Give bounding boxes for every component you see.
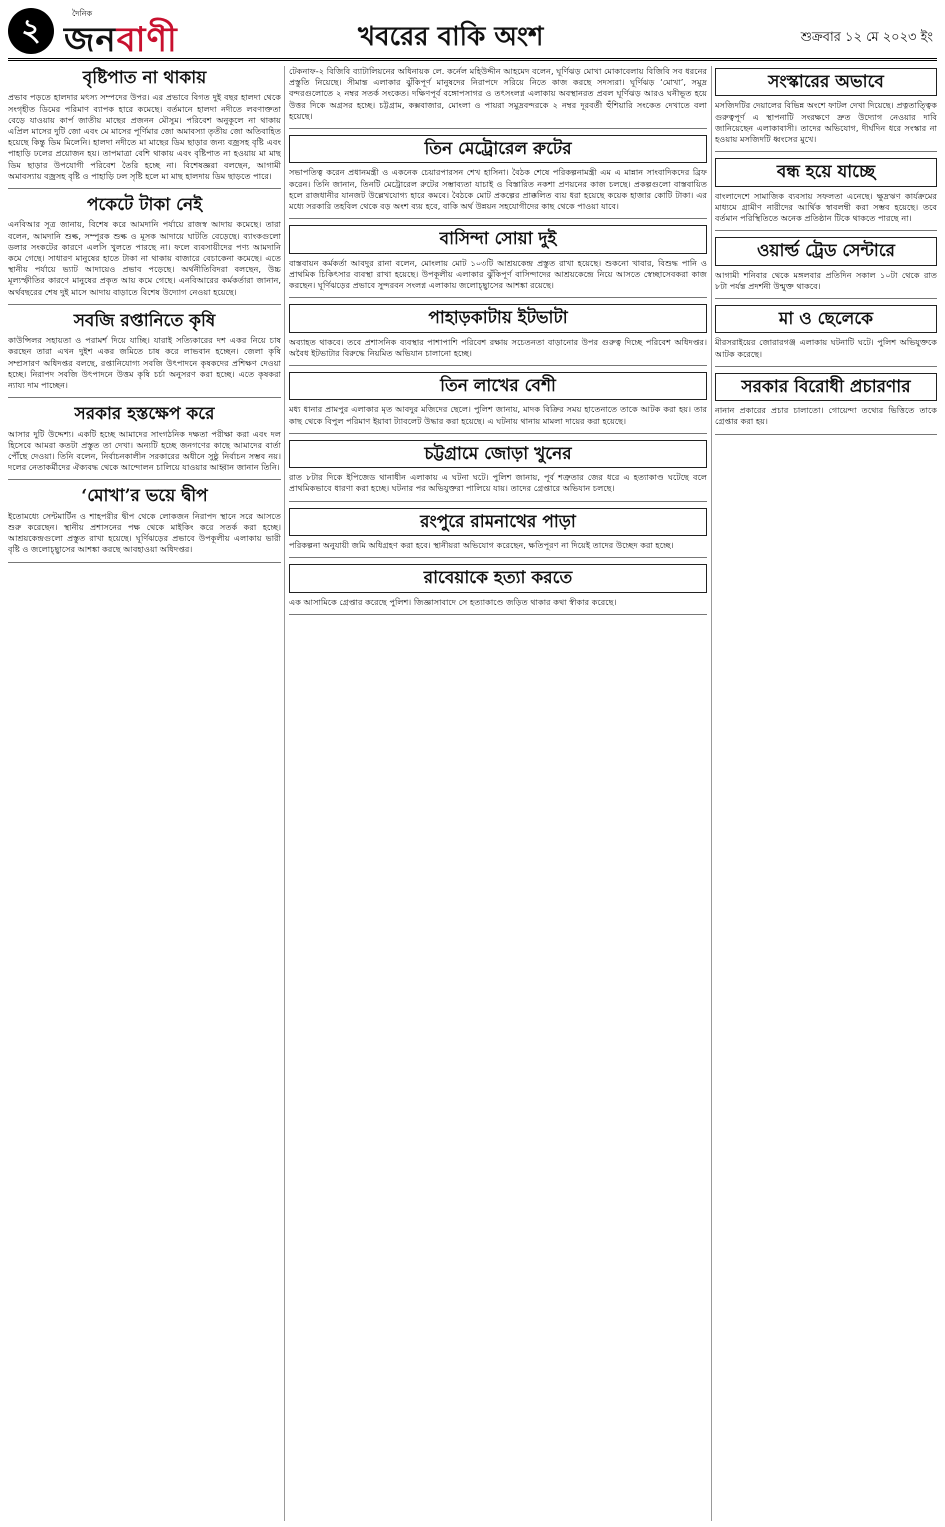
story-headline: বাসিন্দা সোয়া দুই: [289, 225, 707, 253]
news-story: [715, 68, 937, 145]
story-body: রাত ৮টার দিকে ইপিজেড থানাধীন এলাকায় এ ঘটনা ঘটে। পুলিশ জানায়, পূর্ব শত্রুতার জের ধরে এ হত্যাকাণ্ড ঘটেছে বলে প্রাথমিকভাবে ধারণা করা হচ্ছে। ঘটনার পর অভিযুক্তরা পালিয়ে যায়। তাদের গ্রেপ্তারে অভিযান চলছে।: [289, 472, 707, 494]
news-story: [8, 195, 281, 298]
story-body: ইতোমধ্যে সেন্টমার্টিন ও শাহপরীর দ্বীপ থেকে লোকজন নিরাপদ স্থানে সরে আসতে শুরু করেছেন। স্থানীয় প্রশাসনের পক্ষ থেকে মাইকিং করে সতর্ক করা হচ্ছে। আশ্রয়কেন্দ্রগুলো প্রস্তুত রাখা হয়েছে। ঘূর্ণিঝড়ের প্রভাবে উপকূলীয় এলাকায় ভারী বৃষ্টি ও জলোচ্ছ্বাসের আশঙ্কা করছে আবহাওয়া অধিদপ্তর।: [8, 510, 281, 555]
story-divider: [715, 230, 937, 231]
story-headline: সবজি রপ্তানিতে কৃষি: [73, 310, 216, 331]
story-body: বাস্তবায়ন কর্মকর্তা আবদুর রানা বলেন, মোংলায় মোট ১০৩টি আশ্রয়কেন্দ্র প্রস্তুত রাখা হয়েছে। শুকনো খাবার, বিশুদ্ধ পানি ও প্রাথমিক চিকিৎসার ব্যবস্থা রাখা হয়েছে। উপকূলীয় এলাকার ঝুঁকিপূর্ণ বাসিন্দাদের আশ্রয়কেন্দ্রে নিয়ে আসতে স্বেচ্ছাসেবকরা কাজ করছেন। ঘূর্ণিঝড়ের প্রভাবে সুন্দরবন সংলগ্ন এলাকায় জলোচ্ছ্বাসের আশঙ্কা রয়েছে।: [289, 257, 707, 291]
story-headline: তিন লাখের বেশী: [289, 372, 707, 400]
dateline: শুক্রবার ১২ মে ২০২৩ ইং: [800, 30, 933, 45]
news-story: [289, 372, 707, 427]
story-body: মীরসরাইয়ের জোরারগঞ্জ এলাকায় ঘটনাটি ঘটে। পুলিশ অভিযুক্তকে আটক করেছে।: [715, 337, 937, 359]
story-body: প্রভাব পড়তে হালদার মৎস্য সম্পদের উপর। এর প্রভাবে বিগত দুই বছর হালদা থেকে সংগৃহীত ডিমের পরিমাণ ব্যাপক হারে কমেছে। বর্তমানে হালদা নদীতে লবণাক্ততা বেড়ে যাওয়ায় কার্প জাতীয় মাছের প্রজনন মৌসুম। পরিবেশ অনুকূলে না থাকায় এপ্রিল মাসের দুটি জো এবং মে মাসের পূর্ণিমার জো অমাবস্যা তৃতীয় জো অতিবাহিত হয়েছে কিন্তু ডিম মিলেনি। হালদা নদীতে মা মাছের ডিম ছাড়ার জন্য বজ্রসহ বৃষ্টি এবং পাহাড়ি ঢলের প্রয়োজন হয়। তাপমাত্রা বেশি থাকায় এবং বৃষ্টিপাত না হওয়ায় মা মাছ ডিম ছাড়ার উপযোগী পরিবেশ তৈরি হচ্ছে না। বিশেষজ্ঞরা বলছেন, আগামী অমাবস্যায় বজ্রসহ বৃষ্টি ও পাহাড়ি ঢল সৃষ্টি হলে মা মাছ হালদায় ডিম ছাড়তে পারে।: [8, 92, 281, 181]
column-middle: [289, 66, 707, 1521]
news-story: [715, 373, 937, 428]
news-story: [8, 486, 281, 555]
story-divider: [289, 433, 707, 434]
story-divider: [8, 479, 281, 480]
story-divider: [289, 218, 707, 219]
story-body: এক আসামিকে গ্রেপ্তার করেছে পুলিশ। জিজ্ঞাসাবাদে সে হত্যাকাণ্ডে জড়িত থাকার কথা স্বীকার করেছে।: [289, 596, 617, 607]
story-divider: [8, 188, 281, 189]
story-body: আসার দুটি উদ্দেশ্য। একটি হচ্ছে আমাদের সাংগঠনিক দক্ষতা পরীক্ষা করা এবং দল হিসেবে আমরা কতটা প্রস্তুত তা দেখা। অন্যটি হচ্ছে জনগণের কাছে আমাদের বার্তা পৌঁছে দেওয়া। তিনি বলেন, নির্বাচনকালীন সরকারের অধীনে সুষ্ঠু নির্বাচন সম্ভব নয়। দলের নেতাকর্মীদের ঐক্যবদ্ধ থেকে আন্দোলন চালিয়ে যাওয়ার আহ্বান জানান তিনি।: [8, 428, 281, 473]
news-story: [8, 311, 281, 391]
story-divider: [715, 298, 937, 299]
news-story: [715, 305, 937, 360]
story-headline: সরকার হস্তক্ষেপ করে: [74, 404, 215, 425]
news-story: [289, 304, 707, 359]
story-headline: মা ও ছেলেকে: [715, 305, 937, 333]
story-divider: [715, 151, 937, 152]
news-story: [289, 508, 707, 552]
news-story: [289, 135, 707, 212]
story-divider: [289, 557, 707, 558]
story-headline: ওয়ার্ল্ড ট্রেড সেন্টারে: [715, 237, 937, 265]
story-divider: [289, 501, 707, 502]
story-body: কাউন্সিলর সহায়তা ও পরামর্শ দিয়ে যাচ্ছি। যারাই সত্যিকারের দশ একর নিয়ে চাষ করছেন তারা এখন দুইশ একর জমিতে চাষ করে লাভবান হচ্ছেন। জেলা কৃষি সম্প্রসারণ অধিদপ্তর বলছে, রপ্তানিযোগ্য সবজি উৎপাদনে কৃষকদের প্রশিক্ষণ দেওয়া হচ্ছে। নিরাপদ সবজি উৎপাদনে উত্তম কৃষি চর্চা অনুসরণ করা হচ্ছে। এতে কৃষকরা ন্যায্য দাম পাচ্ছেন।: [8, 335, 281, 391]
news-story: [715, 158, 937, 224]
section-title: খবরের বাকি অংশ: [358, 22, 544, 52]
story-headline: ‘মোখা’র ভয়ে দ্বীপ: [81, 486, 208, 507]
story-headline: পকেটে টাকা নেই: [86, 195, 203, 216]
story-headline: পাহাড়কাটায় ইটভাটা: [289, 304, 707, 332]
column-left: [8, 66, 281, 1521]
story-headline: চট্টগ্রামে জোড়া খুনের: [289, 440, 707, 468]
story-body: এনবিআর সূত্র জানায়, বিশেষ করে আমদানি পর্যায়ে রাজস্ব আদায় কমেছে। তারা বলেন, আমদানি শুল্ক, সম্পূরক শুল্ক ও মূসক আদায়ে ঘাটতি বেড়েছে। ব্যাংকগুলো ডলার সংকটের কারণে এলসি খুলতে পারছে না। ফলে ব্যবসায়ীদের পণ্য আমদানি কমে গেছে। সাধারণ মানুষের হাতে টাকা না থাকায় বাজারে বেচাকেনা কমেছে। এতে স্থানীয় পর্যায়ে ভ্যাট আদায়েও প্রভাব পড়েছে। অর্থনীতিবিদরা বলছেন, উচ্চ মূল্যস্ফীতির কারণে মানুষের প্রকৃত আয় কমে গেছে। এনবিআরের কর্মকর্তারা জানান, অর্থবছরের শেষ দুই মাসে আদায় বাড়াতে বিশেষ উদ্যোগ নেওয়া হয়েছে।: [8, 219, 281, 297]
story-headline: রংপুরে রামনাথের পাড়া: [289, 508, 707, 536]
story-body: মসজিদটির দেয়ালের বিভিন্ন অংশে ফাটল দেখা দিয়েছে। প্রত্নতাত্ত্বিক গুরুত্বপূর্ণ এ স্থাপনাটি সংরক্ষণে দ্রুত উদ্যোগ নেওয়ার দাবি জানিয়েছেন এলাকাবাসী। তাদের অভিযোগ, দীর্ঘদিন ধরে সংস্কার না হওয়ায় মসজিদটি ধ্বংসের মুখে।: [715, 100, 937, 144]
story-divider: [289, 128, 707, 129]
story-body: অব্যাহত থাকবে। তবে প্রশাসনিক ব্যবস্থার পাশাপাশি পরিবেশ রক্ষায় সচেতনতা বাড়ানোর উপর গুরুত্ব দিচ্ছে পরিবেশ অধিদপ্তর। অবৈধ ইটভাটার বিরুদ্ধে নিয়মিত অভিযান চালানো হচ্ছে।: [289, 336, 707, 358]
story-body: পরিকল্পনা অনুযায়ী জমি অধিগ্রহণ করা হবে। স্থানীয়রা অভিযোগ করেছেন, ক্ষতিপূরণ না দিয়েই তাদের উচ্ছেদ করা হচ্ছে।: [289, 540, 674, 550]
news-story: [289, 225, 707, 291]
story-divider: [289, 614, 707, 615]
story-body: টেকনাফ-২ বিজিবি ব্যাটালিয়নের অধিনায়ক লে. কর্নেল মহিউদ্দীন আহমেদ বলেন, ঘূর্ণিঝড় মোখা মোকাবেলায় বিজিবি সব ধরনের প্রস্তুতি নিয়েছে। সীমান্ত এলাকার ঝুঁকিপূর্ণ মানুষদের নিরাপদে সরিয়ে নিতে কাজ করছে সদস্যরা। ঘূর্ণিঝড় ‘মোখা’, সমুদ্র বন্দরগুলোতে ২ নম্বর সতর্ক সংকেত। দক্ষিণপূর্ব বঙ্গোপসাগর ও তৎসংলগ্ন এলাকায় অবস্থানরত প্রবল ঘূর্ণিঝড় আরও ঘনীভূত হয়ে উত্তর দিকে অগ্রসর হচ্ছে। চট্টগ্রাম, কক্সবাজার, মোংলা ও পায়রা সমুদ্রবন্দরকে ২ নম্বর দূরবর্তী হুঁশিয়ারি সংকেত দেখাতে বলা হয়েছে।: [289, 66, 707, 121]
story-body: মধ্য ধানার প্রামপুর এলাকার মৃত আবদুর মজিদের ছেলে। পুলিশ জানায়, মাদক বিক্রির সময় হাতেনাতে তাকে আটক করা হয়। তার কাছ থেকে বিপুল পরিমাণ ইয়াবা ট্যাবলেট উদ্ধার করা হয়েছে। এ ঘটনায় থানায় মামলা দায়ের করা হয়েছে।: [289, 404, 707, 426]
story-headline: তিন মেট্রোরেল রুটের: [289, 135, 707, 163]
story-divider: [715, 434, 937, 435]
story-body: সভাপতিত্ব করেন প্রধানমন্ত্রী ও একনেক চেয়ারপারসন শেখ হাসিনা। বৈঠক শেষে পরিকল্পনামন্ত্রী এম এ মান্নান সাংবাদিকদের ব্রিফ করেন। তিনি জানান, তিনটি মেট্রোরেল রুটের সম্ভাব্যতা যাচাই ও বিস্তারিত নকশা প্রণয়নের কাজ চলছে। প্রকল্পগুলো বাস্তবায়িত হলে রাজধানীর যানজট উল্লেখযোগ্য হারে কমবে। বৈঠকে মোট প্রকল্পের প্রাক্কলিত ব্যয় ধরা হয়েছে কয়েক হাজার কোটি টাকা। এর মধ্যে সরকারি তহবিল থেকে বড় অংশ ব্যয় হবে, বাকি অর্থ উন্নয়ন সহযোগীদের কাছ থেকে পাওয়া যাবে।: [289, 167, 707, 212]
story-headline: সরকার বিরোধী প্রচারণার: [715, 373, 937, 401]
story-headline: বন্ধ হয়ে যাচ্ছে: [715, 158, 937, 186]
story-divider: [289, 297, 707, 298]
story-divider: [289, 365, 707, 366]
brand-part1: জন: [64, 20, 117, 60]
news-story: [8, 404, 281, 473]
story-headline: রাবেয়াকে হত্যা করতে: [289, 564, 707, 592]
story-headline: সংস্কারের অভাবে: [715, 68, 937, 96]
story-divider: [8, 397, 281, 398]
column-divider: [711, 66, 712, 1521]
story-body: আগামী শনিবার থেকে মঙ্গলবার প্রতিদিন সকাল ১০টা থেকে রাত ৮টা পর্যন্ত প্রদর্শনী উন্মুক্ত থাকবে।: [715, 269, 937, 291]
news-story: [289, 66, 707, 122]
news-story: [289, 440, 707, 495]
brand-tagline: দৈনিক: [72, 9, 93, 18]
story-divider: [8, 304, 281, 305]
story-divider: [715, 366, 937, 367]
news-story: [715, 237, 937, 292]
brand-logo: [64, 14, 178, 71]
story-body: নানান প্রকারের প্রচার চালাতো। গোয়েন্দা তথ্যের ভিত্তিতে তাকে গ্রেপ্তার করা হয়।: [715, 405, 937, 427]
page-number: ২: [8, 8, 54, 54]
column-right: [715, 66, 937, 1521]
masthead: [8, 6, 937, 61]
column-divider: [284, 66, 285, 1521]
news-story: [289, 564, 707, 608]
story-divider: [8, 562, 281, 563]
news-story: [8, 68, 281, 182]
brand-part2: বাণী: [116, 20, 178, 60]
story-headline: বৃষ্টিপাত না থাকায়: [82, 68, 207, 88]
story-body: বাংলাদেশে সামাজিক ব্যবসায় সফলতা এনেছে। ক্ষুদ্রঋণ কার্যক্রমের মাধ্যমে গ্রামীণ নারীদের আর্থিক স্বাবলম্বী করা সম্ভব হয়েছে। তবে বর্তমান পরিস্থিতিতে অনেক প্রতিষ্ঠান টিকে থাকতে পারছে না।: [715, 190, 937, 223]
